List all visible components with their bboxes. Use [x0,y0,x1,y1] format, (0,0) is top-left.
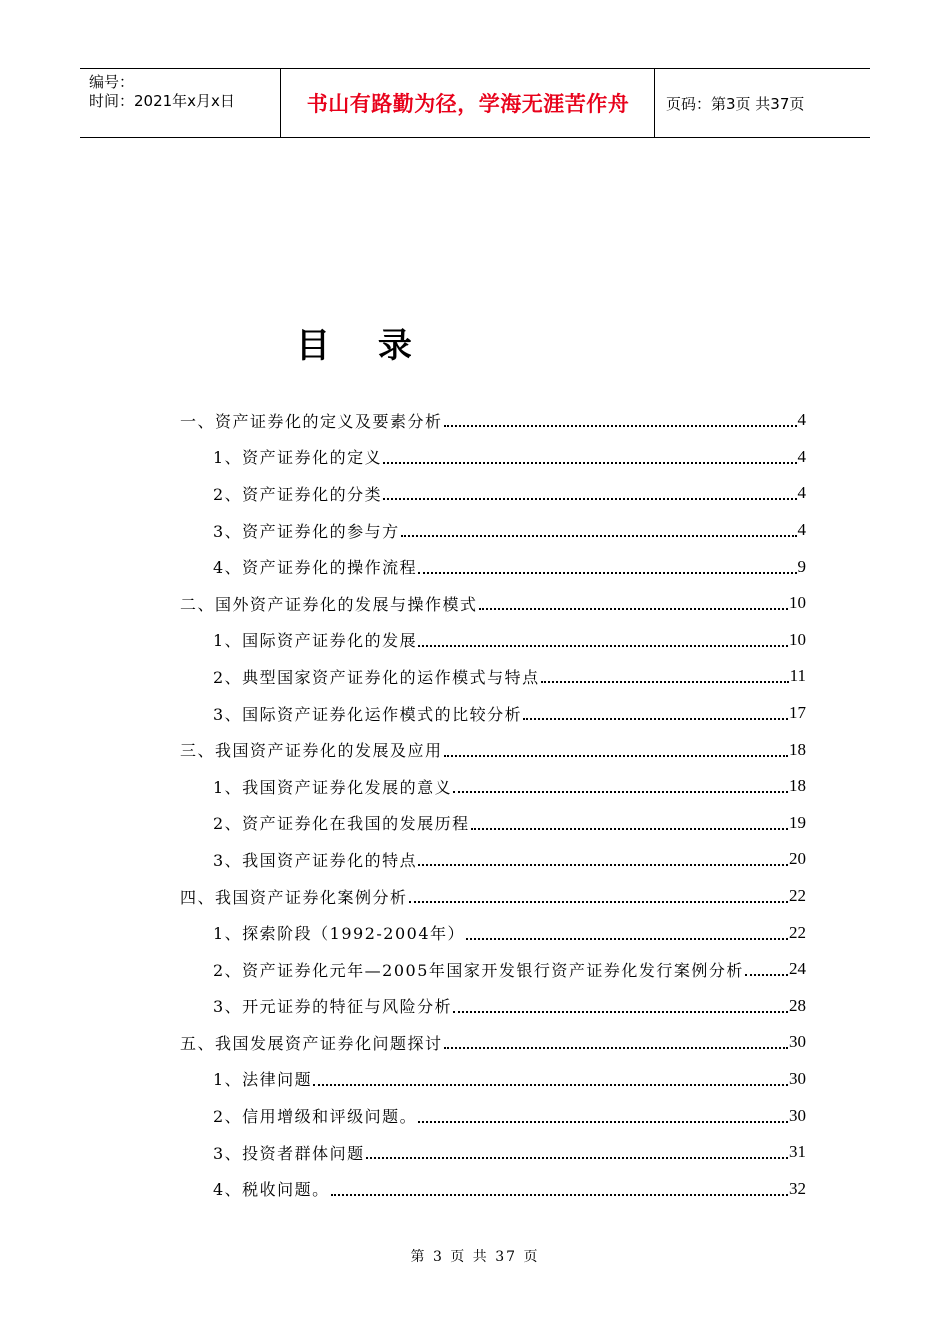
toc-entry-page: 30 [789,1032,806,1052]
toc-entry[interactable] [180,1061,806,1098]
toc-entry-title: 一、资产证券化的定义及要素分析 [180,409,443,432]
toc-entry-title: 1、我国资产证券化发展的意义 [213,775,452,798]
toc-entry-page: 11 [789,666,806,686]
toc-entry-title: 2、资产证券化在我国的发展历程 [213,811,470,834]
toc-entry[interactable] [180,805,806,842]
toc-entry-title: 3、国际资产证券化运作模式的比较分析 [213,702,522,725]
toc-entry[interactable] [180,585,806,622]
toc-entry[interactable] [180,878,806,915]
toc-leader-dots [453,791,788,793]
table-of-contents [180,402,806,1207]
toc-entry-page: 31 [789,1142,806,1162]
toc-entry-page: 4 [797,483,806,503]
toc-entry[interactable] [180,439,806,476]
toc-entry-title: 五、我国发展资产证券化问题探讨 [180,1031,443,1054]
toc-entry[interactable] [180,512,806,549]
toc-leader-dots [541,681,789,683]
toc-entry-title: 3、我国资产证券化的特点 [213,848,417,871]
toc-entry-page: 22 [789,922,806,942]
toc-leader-dots [383,462,796,464]
toc-entry[interactable] [180,1170,806,1207]
toc-leader-dots [401,535,797,537]
toc-entry-page: 4 [797,446,806,466]
toc-entry-page: 9 [797,556,806,576]
toc-entry-title: 2、资产证券化元年—2005年国家开发银行资产证券化发行案例分析 [213,958,744,981]
toc-entry-title: 四、我国资产证券化案例分析 [180,885,408,908]
toc-entry[interactable] [180,658,806,695]
toc-entry-page: 10 [789,593,806,613]
toc-entry[interactable] [180,695,806,732]
toc-entry[interactable] [180,1134,806,1171]
toc-leader-dots [418,645,788,647]
toc-entry[interactable] [180,1097,806,1134]
toc-entry-page: 28 [789,995,806,1015]
header-meta [80,69,281,137]
toc-entry-title: 2、信用增级和评级问题。 [213,1104,417,1127]
header-motto: 书山有路勤为径，学海无涯苦作舟 [282,69,655,137]
toc-leader-dots [479,608,788,610]
toc-entry-title: 3、资产证券化的参与方 [213,519,400,542]
toc-entry[interactable] [180,475,806,512]
toc-entry-page: 30 [789,1068,806,1088]
header-page-info: 页码：第3页 共37页 [666,94,805,113]
toc-entry[interactable] [180,402,806,439]
toc-leader-dots [366,1157,788,1159]
toc-entry[interactable] [180,841,806,878]
toc-entry-page: 20 [789,849,806,869]
toc-entry-title: 三、我国资产证券化的发展及应用 [180,738,443,761]
toc-entry-page: 19 [789,812,806,832]
toc-leader-dots [313,1084,788,1086]
toc-entry[interactable] [180,1024,806,1061]
toc-entry[interactable] [180,622,806,659]
time-label: 时间：2021年x月x日 [89,92,235,110]
toc-entry-title: 3、投资者群体问题 [213,1141,365,1164]
toc-leader-dots [444,755,788,757]
number-label: 编号： [89,73,135,91]
toc-entry-page: 32 [789,1178,806,1198]
toc-entry[interactable] [180,768,806,805]
toc-leader-dots [745,974,788,976]
toc-entry-title: 4、税收问题。 [213,1177,330,1200]
toc-leader-dots [471,828,788,830]
toc-leader-dots [444,425,797,427]
toc-leader-dots [383,498,796,500]
toc-entry-title: 1、法律问题 [213,1067,312,1090]
toc-entry[interactable] [180,548,806,585]
toc-leader-dots [331,1194,788,1196]
page-title: 目 录 [296,326,430,366]
toc-entry-title: 3、开元证券的特征与风险分析 [213,994,452,1017]
toc-leader-dots [453,1011,788,1013]
page-header [80,68,870,138]
toc-entry-page: 10 [789,629,806,649]
toc-leader-dots [466,938,788,940]
page-footer: 第 3 页 共 37 页 [410,1249,540,1265]
toc-entry-page: 4 [797,410,806,430]
toc-entry-title: 二、国外资产证券化的发展与操作模式 [180,592,478,615]
toc-entry-page: 18 [789,776,806,796]
toc-leader-dots [418,572,796,574]
toc-entry-title: 1、探索阶段（1992-2004年） [213,921,465,944]
toc-leader-dots [418,864,788,866]
toc-entry[interactable] [180,914,806,951]
toc-entry-page: 4 [797,520,806,540]
toc-leader-dots [409,901,788,903]
toc-entry-page: 22 [789,886,806,906]
toc-entry-title: 1、资产证券化的定义 [213,445,382,468]
toc-entry-page: 30 [789,1105,806,1125]
toc-entry-title: 4、资产证券化的操作流程 [213,555,417,578]
toc-entry-title: 2、典型国家资产证券化的运作模式与特点 [213,665,540,688]
toc-leader-dots [523,718,788,720]
toc-entry[interactable] [180,988,806,1025]
toc-leader-dots [418,1121,788,1123]
toc-entry[interactable] [180,731,806,768]
toc-entry-title: 1、国际资产证券化的发展 [213,628,417,651]
toc-entry-page: 18 [789,739,806,759]
toc-entry-title: 2、资产证券化的分类 [213,482,382,505]
toc-entry-page: 24 [789,959,806,979]
toc-entry-page: 17 [789,703,806,723]
toc-leader-dots [444,1047,788,1049]
toc-entry[interactable] [180,951,806,988]
